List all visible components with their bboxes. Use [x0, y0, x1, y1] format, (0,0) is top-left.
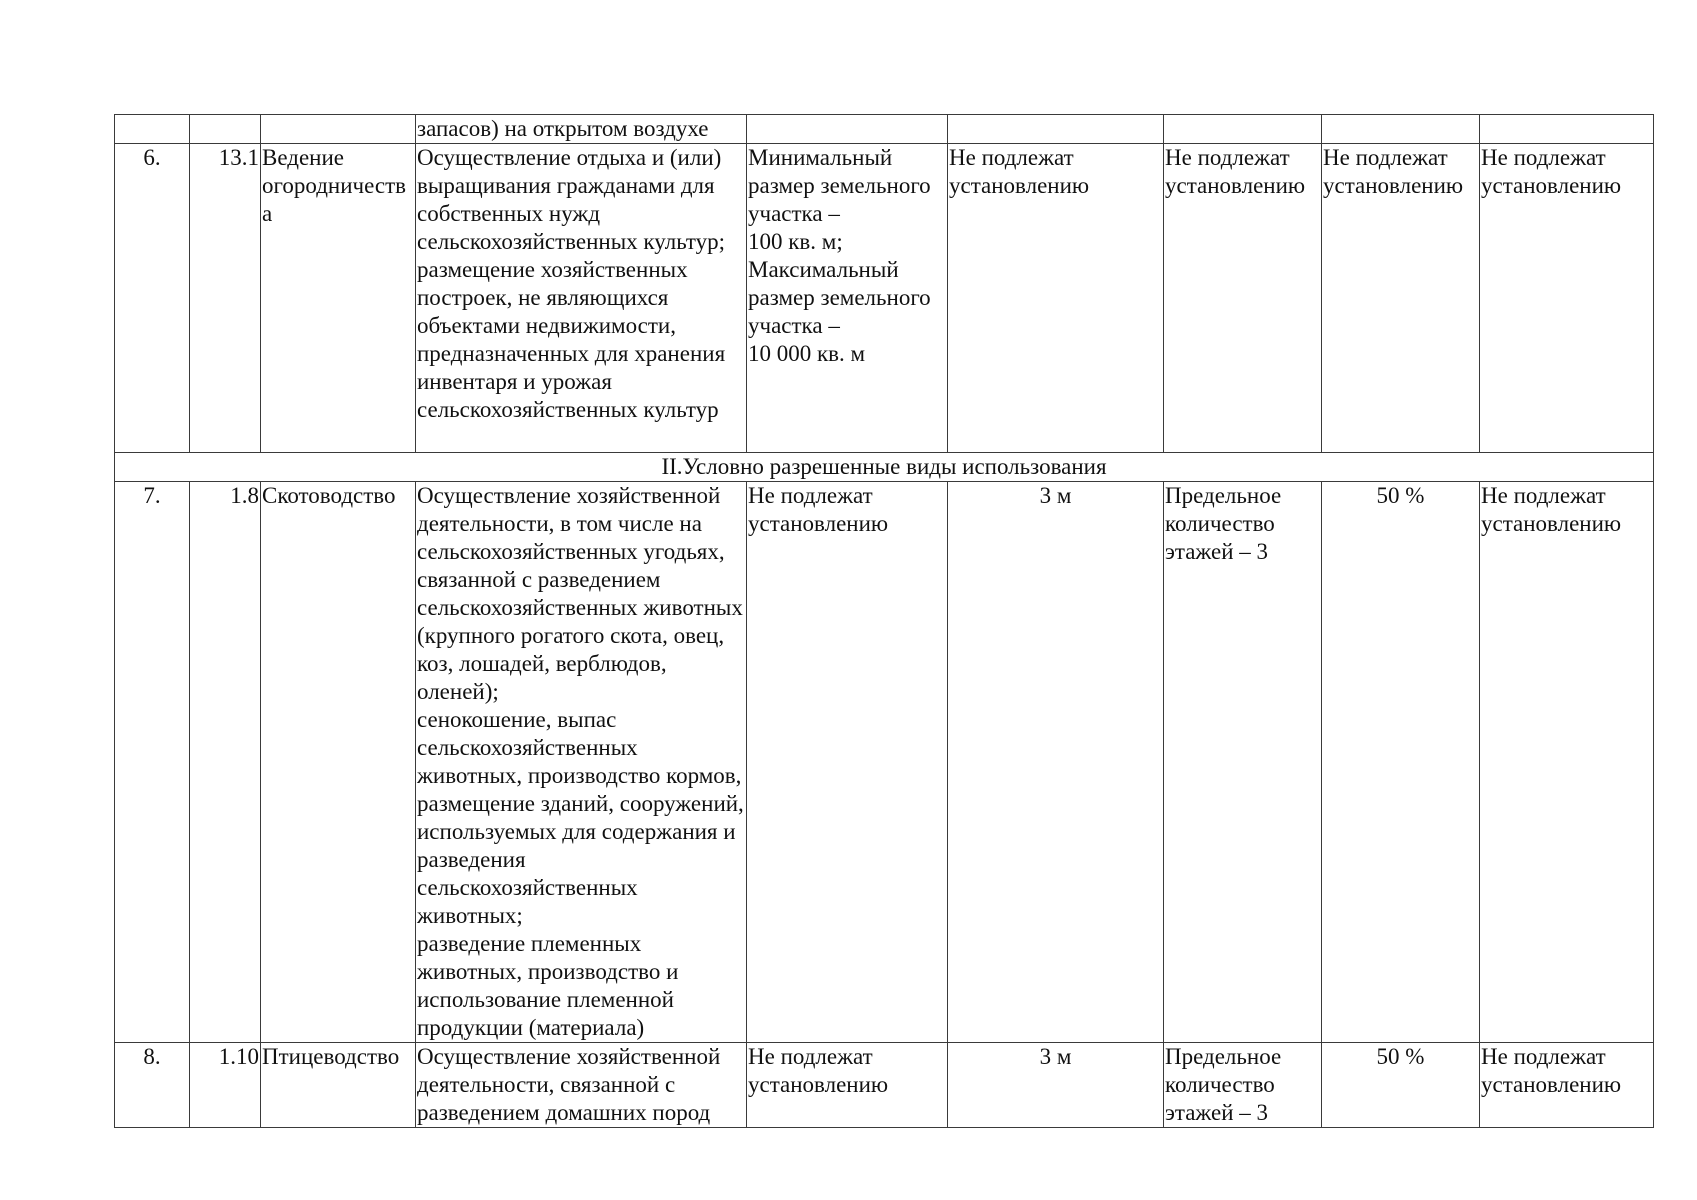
land-use-table	[114, 114, 1654, 1128]
cell-number	[115, 115, 190, 144]
cell-other: Не подлежат установлению	[1480, 482, 1654, 1043]
cell-number: 7.	[115, 482, 190, 1043]
cell-setback: 3 м	[948, 1043, 1164, 1128]
cell-plot-size: Не подлежат установлению	[747, 482, 948, 1043]
cell-coverage: 50 %	[1322, 1043, 1480, 1128]
cell-setback: 3 м	[948, 482, 1164, 1043]
cell-name: Птицеводство	[261, 1043, 416, 1128]
cell-plot-size: Минимальный размер земельного участка – 100 кв. м; Максимальный размер земельного участка – 10 000 кв. м	[747, 144, 948, 453]
cell-number: 6.	[115, 144, 190, 453]
cell-floors: Предельное количество этажей – 3	[1164, 482, 1322, 1043]
cell-code	[190, 115, 261, 144]
cell-coverage: Не подлежат установлению	[1322, 144, 1480, 453]
section-title: II.Условно разрешенные виды использования	[115, 453, 1654, 482]
cell-name: Ведение огородничеств а	[261, 144, 416, 453]
cell-description: Осуществление хозяйственной деятельности, связанной с разведением домашних пород	[416, 1043, 747, 1128]
table-row	[115, 1043, 1654, 1128]
cell-other: Не подлежат установлению	[1480, 1043, 1654, 1128]
cell-code: 13.1	[190, 144, 261, 453]
cell-description: запасов) на открытом воздухе	[416, 115, 747, 144]
cell-setback	[948, 115, 1164, 144]
cell-coverage: 50 %	[1322, 482, 1480, 1043]
cell-description: Осуществление отдыха и (или) выращивания гражданами для собственных нужд сельскохозяйственных культур; размещение хозяйственных построек, не являющихся объектами недвижимости, предназначенных для хранения инвентаря и урожая сельскохозяйственных культур	[416, 144, 747, 453]
section-header-row	[115, 453, 1654, 482]
table-row	[115, 115, 1654, 144]
cell-other	[1480, 115, 1654, 144]
cell-setback: Не подлежат установлению	[948, 144, 1164, 453]
cell-number: 8.	[115, 1043, 190, 1128]
table-row	[115, 144, 1654, 453]
cell-other: Не подлежат установлению	[1480, 144, 1654, 453]
cell-floors: Предельное количество этажей – 3	[1164, 1043, 1322, 1128]
cell-plot-size: Не подлежат установлению	[747, 1043, 948, 1128]
cell-floors: Не подлежат установлению	[1164, 144, 1322, 453]
cell-floors	[1164, 115, 1322, 144]
cell-coverage	[1322, 115, 1480, 144]
cell-name	[261, 115, 416, 144]
cell-name: Скотоводство	[261, 482, 416, 1043]
cell-plot-size	[747, 115, 948, 144]
table-row	[115, 482, 1654, 1043]
cell-description: Осуществление хозяйственной деятельности, в том числе на сельскохозяйственных угодьях, связанной с разведением сельскохозяйственных животных (крупного рогатого скота, овец, коз, лошадей, верблюдов, оленей); сенокошение, выпас сельскохозяйственных животных, производство кормов, размещение зданий, сооружений, используемых для содержания и разведения сельскохозяйственных животных; разведение племенных животных, производство и использование племенной продукции (материала)	[416, 482, 747, 1043]
cell-code: 1.10	[190, 1043, 261, 1128]
cell-code: 1.8	[190, 482, 261, 1043]
